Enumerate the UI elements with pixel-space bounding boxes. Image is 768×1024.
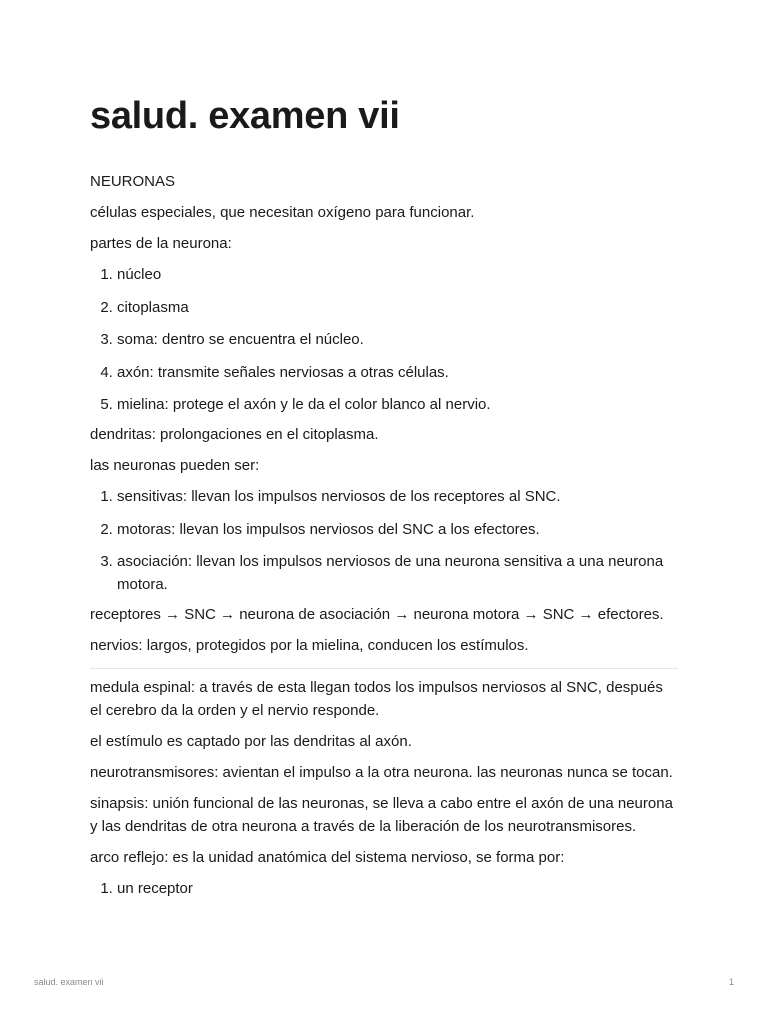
paragraph: dendritas: prolongaciones en el citoplasma.: [90, 426, 379, 443]
list-item: 4. axón: transmite señales nerviosas a otras células.: [117, 361, 678, 384]
footer-title: salud. examen vii: [34, 977, 104, 987]
list-item: 5. mielina: protege el axón y le da el color blanco al nervio.: [117, 393, 678, 416]
section-divider: [90, 668, 678, 669]
numbered-list-neuron-types: [90, 485, 678, 596]
numbered-list-reflex-arc: [90, 877, 678, 900]
paragraph: sinapsis: unión funcional de las neuronas, se lleva a cabo entre el axón de una neurona y las dendritas de otra neurona a través de la liberación de los neurotransmisores.: [90, 795, 673, 835]
paragraph: medula espinal: a través de esta llegan todos los impulsos nerviosos al SNC, después el cerebro da la orden y el nervio responde.: [90, 679, 663, 719]
list-item: 3. soma: dentro se encuentra el núcleo.: [117, 328, 678, 351]
paragraph: arco reflejo: es la unidad anatómica del sistema nervioso, se forma por:: [90, 849, 565, 866]
list-item: 3. asociación: llevan los impulsos nerviosos de una neurona sensitiva a una neurona motora.: [117, 550, 678, 596]
document-page: [90, 92, 678, 907]
numbered-list-neuron-parts: [90, 263, 678, 416]
list-item: 2. citoplasma: [117, 296, 678, 319]
paragraph: neurotransmisores: avientan el impulso a la otra neurona. las neuronas nunca se tocan.: [90, 764, 673, 781]
paragraph: partes de la neurona:: [90, 235, 232, 252]
list-item: 2. motoras: llevan los impulsos nerviosos del SNC a los efectores.: [117, 518, 678, 541]
list-item: 1. sensitivas: llevan los impulsos nerviosos de los receptores al SNC.: [117, 485, 678, 508]
list-item: 1. un receptor: [117, 877, 678, 900]
paragraph: nervios: largos, protegidos por la mielina, conducen los estímulos.: [90, 637, 529, 654]
paragraph: células especiales, que necesitan oxígeno para funcionar.: [90, 204, 475, 221]
paragraph: receptores → SNC → neurona de asociación → neurona motora → SNC → efectores.: [90, 606, 664, 623]
paragraph: las neuronas pueden ser:: [90, 457, 260, 474]
paragraph: el estímulo es captado por las dendritas al axón.: [90, 733, 412, 750]
page-number: 1: [728, 977, 734, 987]
section-heading: NEURONAS: [90, 173, 176, 190]
list-item: 1. núcleo: [117, 263, 678, 286]
document-title: salud. examen vii: [90, 95, 400, 137]
